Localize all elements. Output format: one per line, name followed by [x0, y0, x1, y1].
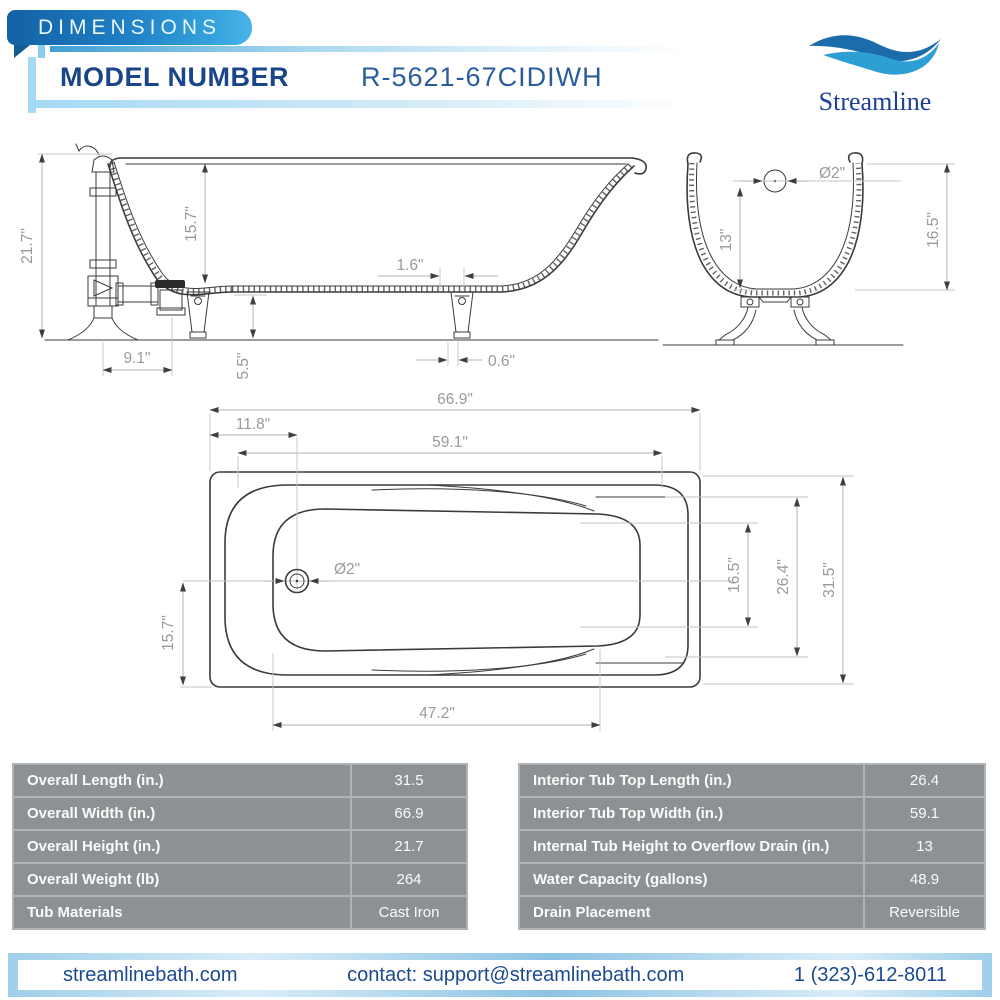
spec-label: Interior Tub Top Width (in.): [519, 797, 864, 830]
spec-label: Overall Width (in.): [13, 797, 351, 830]
model-number-value: R-5621-67CIDIWH: [361, 62, 603, 92]
footer-band: [8, 953, 992, 997]
dim-overall-height-label: 21.7": [19, 228, 36, 264]
table-row: [13, 896, 467, 929]
spec-label: Internal Tub Height to Overflow Drain (in.): [519, 830, 864, 863]
banner-fold: [14, 45, 30, 58]
spec-value: 264: [351, 863, 467, 896]
dim-floor-width-label: 16.5": [726, 557, 743, 593]
spec-value: Cast Iron: [351, 896, 467, 929]
spec-value: 66.9: [351, 797, 467, 830]
model-bar-bottom-accent: [28, 100, 688, 108]
spec-table-left: [12, 763, 468, 930]
spec-value: 26.4: [864, 764, 985, 797]
spec-label: Drain Placement: [519, 896, 864, 929]
dimensions-banner: [7, 10, 252, 45]
table-row: [519, 863, 985, 896]
tub-top-profile: [210, 472, 700, 687]
spec-table-right: [518, 763, 986, 930]
model-number-label: MODEL NUMBER: [60, 62, 290, 92]
spec-value: 59.1: [864, 797, 985, 830]
footer-contact-email: contact: support@streamlinebath.com: [347, 963, 685, 986]
tub-foot-right: [451, 292, 473, 338]
dimensions-banner-label: DIMENSIONS: [37, 15, 221, 39]
dim-floor-to-overflow-label: 13": [718, 228, 735, 252]
dim-interior-top-width-label: 59.1": [432, 434, 468, 451]
dim-interior-top-length-label: 26.4": [775, 559, 792, 595]
table-row: [519, 797, 985, 830]
table-row: [13, 863, 467, 896]
logo-wave-icon: [805, 28, 945, 80]
spec-value: 13: [864, 830, 985, 863]
spec-label: Water Capacity (gallons): [519, 863, 864, 896]
dim-overall-width-label: 66.9": [437, 391, 473, 408]
dim-floor-clearance-label: 5.5": [235, 352, 252, 380]
spec-value: 48.9: [864, 863, 985, 896]
dim-overflow-to-drain-label: 9.1": [123, 350, 151, 367]
dim-overall-length-label: 31.5": [821, 562, 838, 598]
spec-value: 21.7: [351, 830, 467, 863]
footer: [18, 960, 982, 990]
tub-legs: [716, 307, 834, 345]
drain-assembly: [68, 144, 185, 340]
table-row: [519, 896, 985, 929]
table-row: [519, 830, 985, 863]
end-view-drawing: [655, 140, 995, 375]
banner-fold-tick: [38, 45, 45, 58]
spec-value: 31.5: [351, 764, 467, 797]
dim-foot-pad-offset-label: 0.6": [488, 353, 516, 370]
spec-label: Overall Weight (lb): [13, 863, 351, 896]
dim-drain-diameter-label: Ø2": [334, 561, 361, 578]
spec-value: Reversible: [864, 896, 985, 929]
dim-drain-from-end-label: 11.8": [235, 416, 271, 433]
table-row: [13, 764, 467, 797]
footer-phone: 1 (323)-612-8011: [793, 963, 947, 986]
dim-floor-length-label: 47.2": [419, 705, 455, 722]
brand-logo: [800, 28, 950, 117]
table-row: [519, 764, 985, 797]
banner-underline: [50, 46, 690, 52]
model-number-bar: [36, 55, 710, 100]
dim-drain-from-side-label: 15.7": [160, 615, 177, 651]
spec-label: Overall Height (in.): [13, 830, 351, 863]
tub-foot-left: [187, 292, 209, 338]
table-row: [13, 830, 467, 863]
spec-label: Interior Tub Top Length (in.): [519, 764, 864, 797]
drain-mark: [183, 437, 733, 593]
top-view-drawing: [160, 393, 860, 748]
brand-name: Streamline: [818, 87, 932, 116]
dim-rim-to-floor-label: 15.7": [183, 206, 200, 242]
spec-label: Overall Length (in.): [13, 764, 351, 797]
overflow-drain-mark: [733, 165, 901, 192]
top-view-dimensions: [160, 391, 854, 731]
dim-drain-diameter-label: Ø2": [819, 165, 846, 182]
side-view-drawing: [20, 140, 665, 395]
dim-foot-inset-label: 1.6": [396, 257, 424, 274]
table-row: [13, 797, 467, 830]
footer-website: streamlinebath.com: [63, 963, 238, 986]
dim-rim-height-label: 16.5": [925, 212, 942, 248]
spec-label: Tub Materials: [13, 896, 351, 929]
